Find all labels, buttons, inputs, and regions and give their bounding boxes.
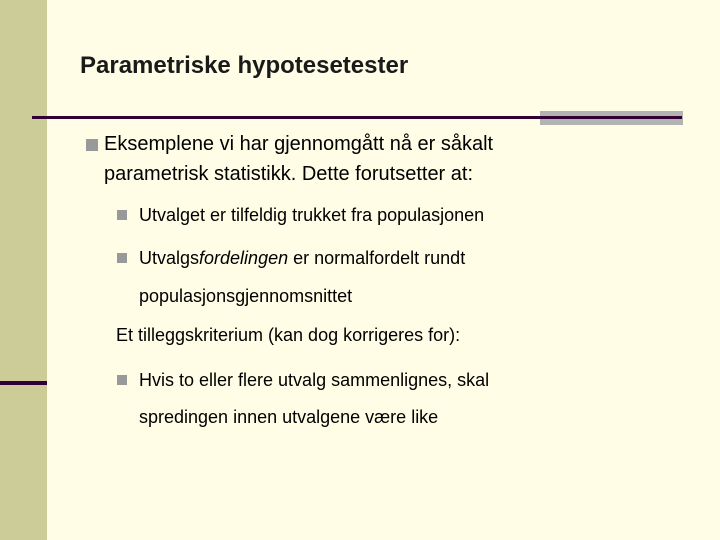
bullet-square-icon (117, 210, 127, 220)
bullet-1-line-2: parametrisk statistikk. Dette forutsetter at: (104, 163, 474, 185)
sub-bullet-2-line-1 (139, 246, 465, 270)
bullet-square-icon (117, 253, 127, 263)
sidebar-band (0, 0, 47, 540)
slide-title: Parametriske hypotesetester (80, 52, 409, 79)
sub-bullet-2-suffix: er normalfordelt rundt (288, 248, 466, 268)
extra-criterion: Et tilleggskriterium (kan dog korrigeres for): (116, 325, 461, 345)
sub-bullet-3-line-2: spredingen innen utvalgene være like (139, 407, 439, 427)
sub-bullet-1: Utvalget er tilfeldig trukket fra populasjonen (139, 205, 485, 225)
sub-bullet-2-line-2: populasjonsgjennomsnittet (139, 286, 353, 306)
sub-bullet-2-italic: fordelingen (199, 248, 289, 268)
bullet-square-icon (86, 139, 98, 151)
bullet-1-line-1: Eksemplene vi har gjennomgått nå er såkalt (104, 133, 494, 155)
sub-bullet-3-line-1: Hvis to eller flere utvalg sammenlignes, skal (139, 370, 490, 390)
title-rule (32, 116, 682, 119)
bullet-square-icon (117, 375, 127, 385)
sidebar-accent-line (0, 381, 47, 385)
sub-bullet-2-prefix: Utvalgs (139, 248, 200, 268)
